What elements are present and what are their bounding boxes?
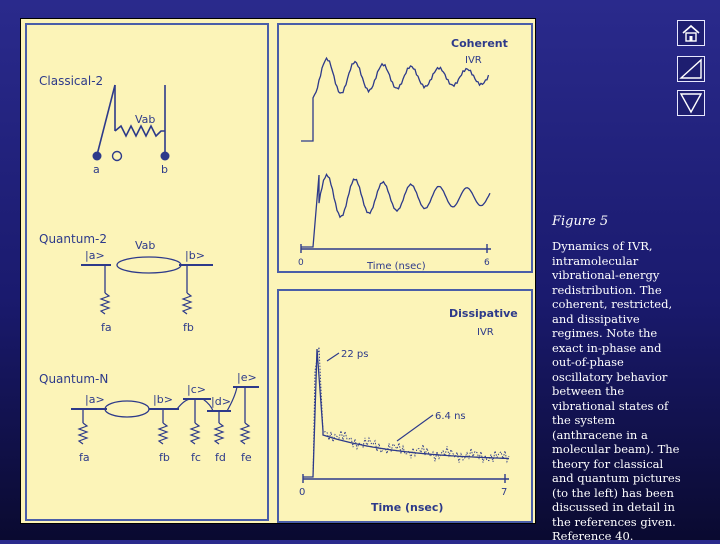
home-icon <box>678 21 704 45</box>
figure-5 <box>20 18 536 524</box>
coherent-ivr-plot <box>279 25 531 271</box>
caption-title: Figure 5 <box>552 214 609 229</box>
annotation-6-4ns: 6.4 ns <box>435 411 466 422</box>
classical-b-label: b <box>161 163 168 176</box>
qn-fb: fb <box>159 451 170 464</box>
mass-b <box>161 152 170 161</box>
coherent-x-tick-label-0: 0 <box>298 258 304 268</box>
qn-state-a: |a> <box>85 393 105 406</box>
dissipative-ivr-plot <box>279 291 531 521</box>
dissipative-x-tick-label-0: 0 <box>299 487 306 498</box>
forward-triangle-icon <box>678 91 704 115</box>
qn-fc: fc <box>191 451 201 464</box>
home-button[interactable] <box>677 20 705 46</box>
coherent-trace-lower <box>301 174 490 247</box>
coherent-title: Coherent <box>451 37 508 50</box>
caption-body: Dynamics of IVR, intramolecular vibrational-energy redistribution. The coherent, restricted, and dissipative regimes. Note the exact in-phase and out-of-phase oscillatory behavior between the vibrational states of the system (anthracene in a molecular beam). The theory for classical and quantum pictures (to the left) has been discussed in detail in the references given. Reference 40. <box>552 239 681 543</box>
coherent-x-label: Time (nsec) <box>367 261 426 271</box>
q2-state-a: |a> <box>85 249 105 262</box>
qn-fe: fe <box>241 451 252 464</box>
dissipative-x-label: Time (nsec) <box>371 501 444 514</box>
qn-fa: fa <box>79 451 90 464</box>
forward-button[interactable] <box>677 90 705 116</box>
quantum-2-label: Quantum-2 <box>39 232 107 246</box>
vab-label: Vab <box>135 113 156 126</box>
dissipative-title: Dissipative <box>449 307 518 320</box>
dissipative-subtitle: IVR <box>477 327 494 338</box>
dissipative-ivr-panel <box>277 289 533 523</box>
coherent-subtitle: IVR <box>465 55 482 66</box>
arrow-6-4ns <box>397 415 433 441</box>
dissipative-x-tick-label-7: 7 <box>501 487 508 498</box>
quantum-n-label: Quantum-N <box>39 372 109 386</box>
qn-state-d: |d> <box>211 395 231 408</box>
dissipative-fit-curve <box>303 349 509 477</box>
qn-state-c: |c> <box>187 383 206 396</box>
schematic-diagram <box>27 25 267 519</box>
annotation-22ps: 22 ps <box>341 349 369 360</box>
schematic-panel <box>25 23 269 521</box>
mass-a-filled <box>93 152 102 161</box>
q2-state-b: |b> <box>185 249 205 262</box>
back-button[interactable] <box>677 56 705 82</box>
qn-state-b: |b> <box>153 393 173 406</box>
classical-2-label: Classical-2 <box>39 74 104 88</box>
qn-fd: fd <box>215 451 226 464</box>
q2-vab-label: Vab <box>135 239 156 252</box>
mass-a-open <box>113 152 122 161</box>
qn-state-e: |e> <box>237 371 257 384</box>
coherent-ivr-panel <box>277 23 533 273</box>
q2-fb: fb <box>183 321 194 334</box>
coherent-trace-upper <box>301 58 489 141</box>
figure-caption <box>552 214 682 544</box>
back-triangle-icon <box>678 57 704 81</box>
q2-fa: fa <box>101 321 112 334</box>
classical-a-label: a <box>93 163 100 176</box>
coherent-x-tick-label-6: 6 <box>484 258 490 268</box>
arrow-22ps <box>327 353 339 361</box>
